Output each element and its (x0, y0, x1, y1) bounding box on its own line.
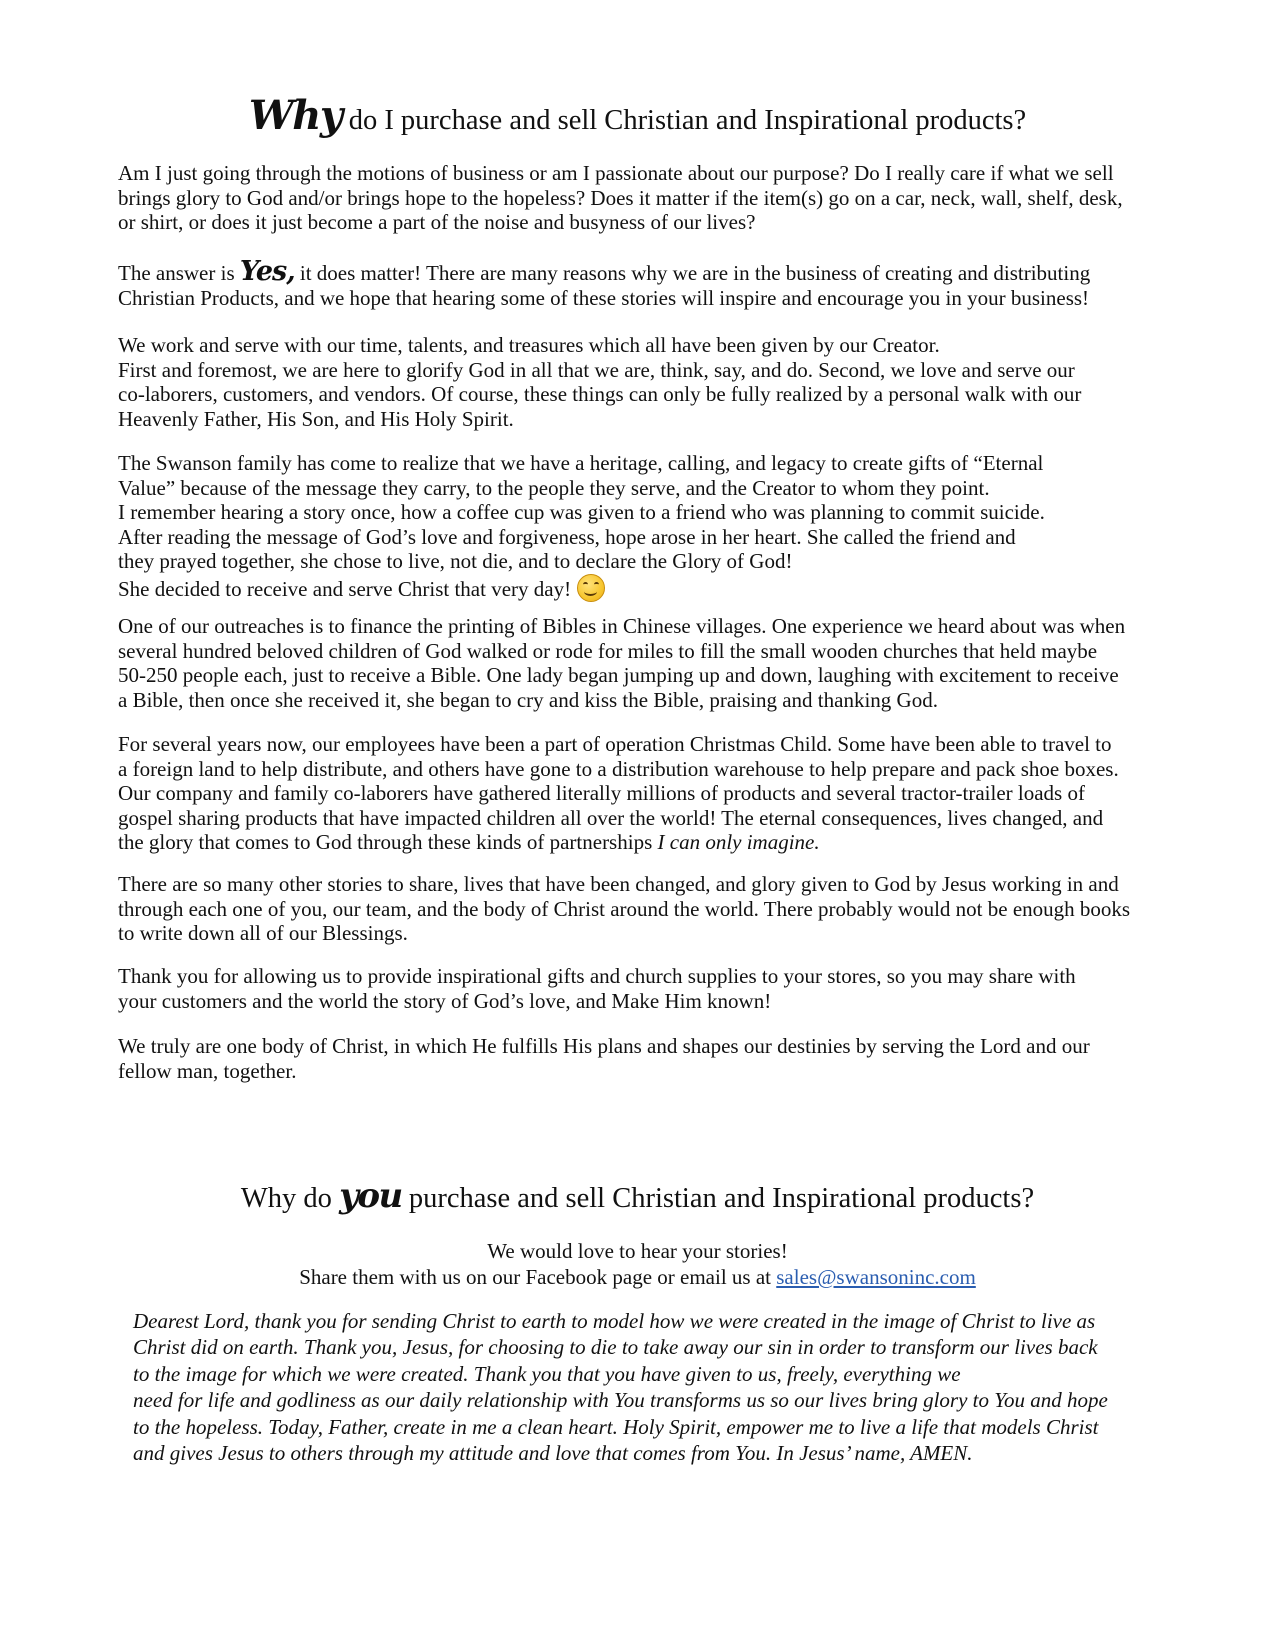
paragraph-answer (118, 256, 1188, 310)
text-line: co-laborers, customers, and vendors. Of course, these things can only be fully realized by a personal walk with our (118, 382, 1082, 407)
paragraph-swanson-family (118, 451, 1188, 602)
text-segment: the glory that comes to God through these kinds of partnerships (118, 830, 658, 855)
text-line: your customers and the world the story of God’s love, and Make Him known! (118, 988, 772, 1013)
text-line: Christ did on earth. Thank you, Jesus, for choosing to die to take away our sin in order to transform our lives back (133, 1335, 1098, 1360)
text-line (118, 830, 1188, 855)
paragraph-christmas-child (118, 732, 1188, 855)
text-line: Am I just going through the motions of business or am I passionate about our purpose? Do I really care if what we sell (118, 161, 1114, 185)
text-line: need for life and godliness as our daily relationship with You transforms us so our lives bring glory to You and hope (133, 1388, 1108, 1413)
paragraph-stories (118, 872, 1188, 946)
text-line: Heavenly Father, His Son, and His Holy Spirit. (118, 406, 514, 431)
section-title (0, 1176, 1275, 1219)
answer-script-word: Yes, (239, 256, 295, 287)
text-line: Dearest Lord, thank you for sending Christ to earth to model how we were created in the image of Christ to live as (133, 1309, 1096, 1333)
text-line: After reading the message of God’s love and forgiveness, hope arose in her heart. She called the friend and (118, 524, 1016, 549)
text-line: gospel sharing products that have impacted children all over the world! The eternal consequences, lives changed, and (118, 805, 1104, 830)
text-segment: She decided to receive and serve Christ that very day! (118, 576, 572, 601)
text-line: 50-250 people each, just to receive a Bible. One lady began jumping up and down, laughing with excitement to receive (118, 663, 1119, 688)
paragraph-one-body (118, 1034, 1188, 1083)
section-title-suffix: purchase and sell Christian and Inspirational products? (401, 1183, 1035, 1214)
page-title (0, 92, 1275, 141)
title-text: do I purchase and sell Christian and Inspirational products? (341, 105, 1027, 136)
paragraph-purpose (118, 333, 1188, 431)
text-line: I remember hearing a story once, how a coffee cup was given to a friend who was planning to commit suicide. (118, 500, 1045, 525)
text-line: fellow man, together. (118, 1058, 297, 1083)
text-line: or shirt, or does it just become a part of the noise and busyness of our lives? (118, 210, 756, 235)
text-line: The Swanson family has come to realize that we have a heritage, calling, and legacy to create gifts of “Eternal (118, 451, 1044, 475)
text-line: and gives Jesus to others through my attitude and love that comes from You. In Jesus’ name, AMEN. (133, 1441, 973, 1466)
title-script-word: Why (248, 92, 342, 139)
contact-block (0, 1238, 1275, 1290)
text-line: to the image for which we were created. Thank you that you have given to us, freely, everything we (133, 1361, 961, 1386)
section-title-prefix: Why do (240, 1183, 340, 1214)
text-line: to write down all of our Blessings. (118, 921, 408, 946)
text-line: We work and serve with our time, talents, and treasures which all have been given by our Creator. (118, 333, 940, 357)
text-line: Christian Products, and we hope that hearing some of these stories will inspire and encourage you in your business! (118, 285, 1090, 310)
text-line: several hundred beloved children of God walked or rode for miles to fill the small wooden churches that held maybe (118, 638, 1098, 663)
text-line: a Bible, then once she received it, she began to cry and kiss the Bible, praising and thanking God. (118, 687, 938, 712)
text-line: For several years now, our employees have been a part of operation Christmas Child. Some have been able to travel to (118, 732, 1112, 756)
text-line: to the hopeless. Today, Father, create in me a clean heart. Holy Spirit, empower me to live a life that models Christ (133, 1414, 1099, 1439)
text-line (118, 256, 1188, 287)
text-line: a foreign land to help distribute, and others have gone to a distribution warehouse to help prepare and pack shoe boxes. (118, 756, 1119, 781)
text-line: Value” because of the message they carry, to the people they serve, and the Creator to whom they point. (118, 475, 990, 500)
answer-prefix: The answer is (118, 261, 240, 285)
contact-line (0, 1264, 1275, 1290)
text-line: they prayed together, she chose to live, not die, and to declare the Glory of God! (118, 549, 793, 574)
text-line: First and foremost, we are here to glorify God in all that we are, think, say, and do. Second, we love and serve our (118, 357, 1075, 382)
smiling-face-icon (577, 574, 605, 602)
paragraph-intro (118, 161, 1188, 235)
prayer-paragraph (133, 1308, 1193, 1466)
italic-phrase: I can only imagine. (657, 830, 820, 855)
answer-suffix: it does matter! There are many reasons why we are in the business of creating and distributing (294, 261, 1091, 285)
text-line: One of our outreaches is to finance the printing of Bibles in Chinese villages. One experience we heard about was when (118, 614, 1126, 638)
section-title-script-word: you (339, 1176, 402, 1216)
text-line (118, 574, 1188, 602)
text-line: brings glory to God and/or brings hope to the hopeless? Does it matter if the item(s) go on a car, neck, wall, shelf, desk, (118, 185, 1123, 210)
text-line: through each one of you, our team, and the body of Christ around the world. There probably would not be enough books (118, 896, 1131, 921)
contact-text: Share them with us on our Facebook page or email us at (299, 1265, 777, 1289)
paragraph-bibles-china (118, 614, 1188, 712)
text-line: Thank you for allowing us to provide inspirational gifts and church supplies to your stores, so you may share with (118, 964, 1076, 988)
text-line: Our company and family co-laborers have gathered literally millions of products and several tractor-trailer loads of (118, 781, 1085, 806)
text-line: We truly are one body of Christ, in which He fulfills His plans and shapes our destinies by serving the Lord and our (118, 1034, 1090, 1058)
contact-line: We would love to hear your stories! (487, 1239, 788, 1263)
text-line: There are so many other stories to share, lives that have been changed, and glory given to God by Jesus working in and (118, 872, 1119, 896)
paragraph-thank-you (118, 964, 1188, 1013)
email-link[interactable]: sales@swansoninc.com (776, 1265, 976, 1289)
